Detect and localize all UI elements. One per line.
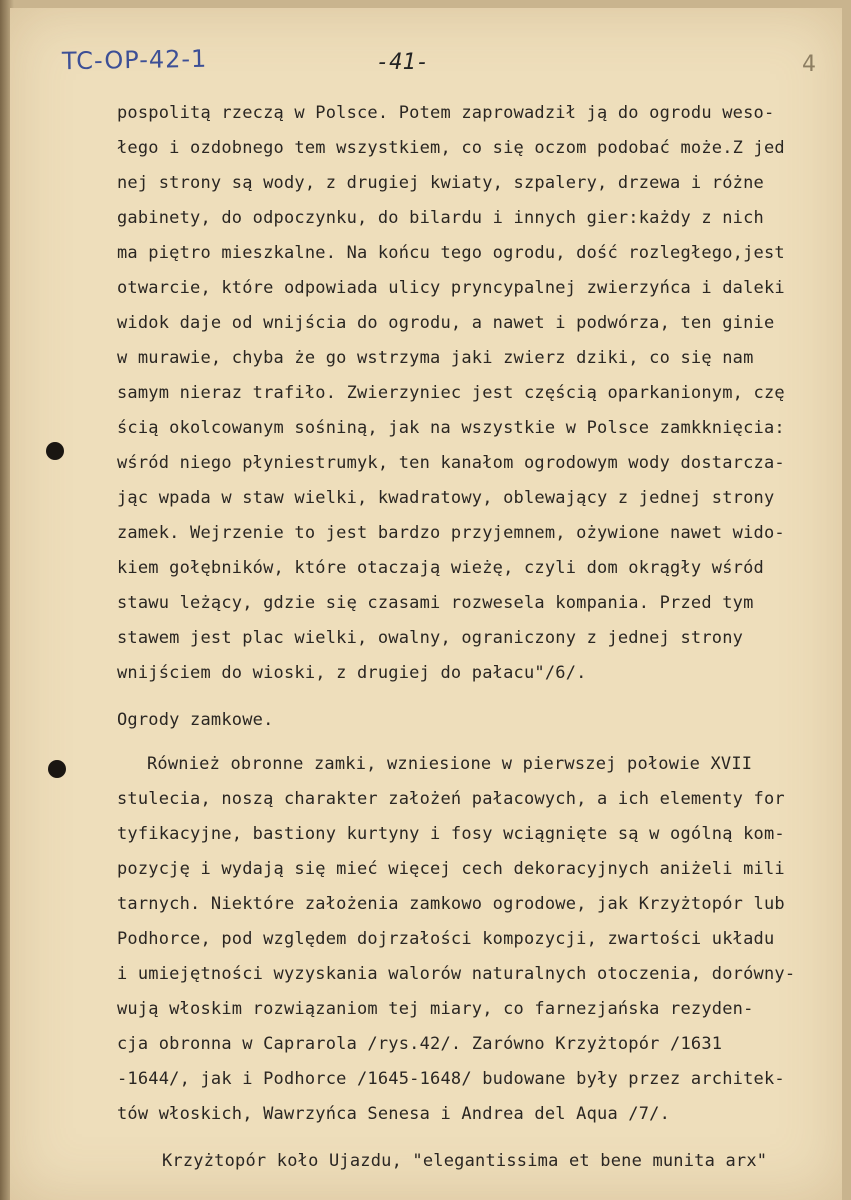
- text-line: -1644/, jak i Podhorce /1645-1648/ budowane były przez architek-: [117, 1069, 785, 1089]
- text-line: pospolitą rzeczą w Polsce. Potem zaprowadził ją do ogrodu weso-: [117, 103, 775, 123]
- page-number: -41-: [376, 50, 429, 75]
- corner-pencil-mark: 4: [802, 52, 816, 77]
- text-line: tarnych. Niektóre założenia zamkowo ogrodowe, jak Krzyżtopór lub: [117, 894, 785, 914]
- text-line: stawu leżący, gdzie się czasami rozwesela kompania. Przed tym: [117, 593, 754, 613]
- text-line: zamek. Wejrzenie to jest bardzo przyjemnem, ożywione nawet wido-: [117, 523, 785, 543]
- text-line: tyfikacyjne, bastiony kurtyny i fosy wciągnięte są w ogólną kom-: [117, 824, 785, 844]
- section-heading: Ogrody zamkowe.: [117, 710, 274, 730]
- text-line: wują włoskim rozwiązaniom tej miary, co farnezjańska rezyden-: [117, 999, 754, 1019]
- text-line: gabinety, do odpoczynku, do bilardu i innych gier:każdy z nich: [117, 208, 764, 228]
- archive-reference: TC-OP-42-1: [61, 44, 208, 76]
- text-line: widok daje od wnijścia do ogrodu, a nawet i podwórza, ten ginie: [117, 313, 775, 333]
- text-line: nej strony są wody, z drugiej kwiaty, szpalery, drzewa i różne: [117, 173, 764, 193]
- text-line: stulecia, noszą charakter założeń pałacowych, a ich elementy for: [117, 789, 785, 809]
- text-line: w murawie, chyba że go wstrzyma jaki zwierz dziki, co się nam: [117, 348, 754, 368]
- text-line: Krzyżtopór koło Ujazdu, "elegantissima et bene munita arx": [162, 1151, 768, 1171]
- text-line: wnijściem do wioski, z drugiej do pałacu"/6/.: [117, 663, 587, 683]
- text-line: stawem jest plac wielki, owalny, ograniczony z jednej strony: [117, 628, 744, 648]
- text-line: Podhorce, pod względem dojrzałości kompozycji, zwartości układu: [117, 929, 775, 949]
- text-line: ścią okolcowanym sośniną, jak na wszystkie w Polsce zamkknięcia:: [117, 418, 785, 438]
- text-line: samym nieraz trafiło. Zwierzyniec jest częścią oparkanionym, czę: [117, 383, 785, 403]
- document-page: [10, 8, 842, 1200]
- punch-hole-bottom: [48, 760, 66, 778]
- text-line: i umiejętności wyzyskania walorów naturalnych otoczenia, dorówny-: [117, 964, 796, 984]
- punch-hole-top: [46, 442, 64, 460]
- text-line: ma piętro mieszkalne. Na końcu tego ogrodu, dość rozległego,jest: [117, 243, 785, 263]
- text-line: jąc wpada w staw wielki, kwadratowy, oblewający z jednej strony: [117, 488, 775, 508]
- text-line: cja obronna w Caprarola /rys.42/. Zarówno Krzyżtopór /1631: [117, 1034, 723, 1054]
- text-line: łego i ozdobnego tem wszystkiem, co się oczom podobać może.Z jed: [117, 138, 785, 158]
- text-line: otwarcie, które odpowiada ulicy pryncypalnej zwierzyńca i daleki: [117, 278, 785, 298]
- text-line: Również obronne zamki, wzniesione w pierwszej połowie XVII: [147, 754, 753, 774]
- text-line: tów włoskich, Wawrzyńca Senesa i Andrea del Aqua /7/.: [117, 1104, 671, 1124]
- text-line: pozycję i wydają się mieć więcej cech dekoracyjnych aniżeli mili: [117, 859, 785, 879]
- text-line: wśród niego płyniestrumyk, ten kanałom ogrodowym wody dostarcza-: [117, 453, 785, 473]
- text-line: kiem gołębników, które otaczają wieżę, czyli dom okrągły wśród: [117, 558, 764, 578]
